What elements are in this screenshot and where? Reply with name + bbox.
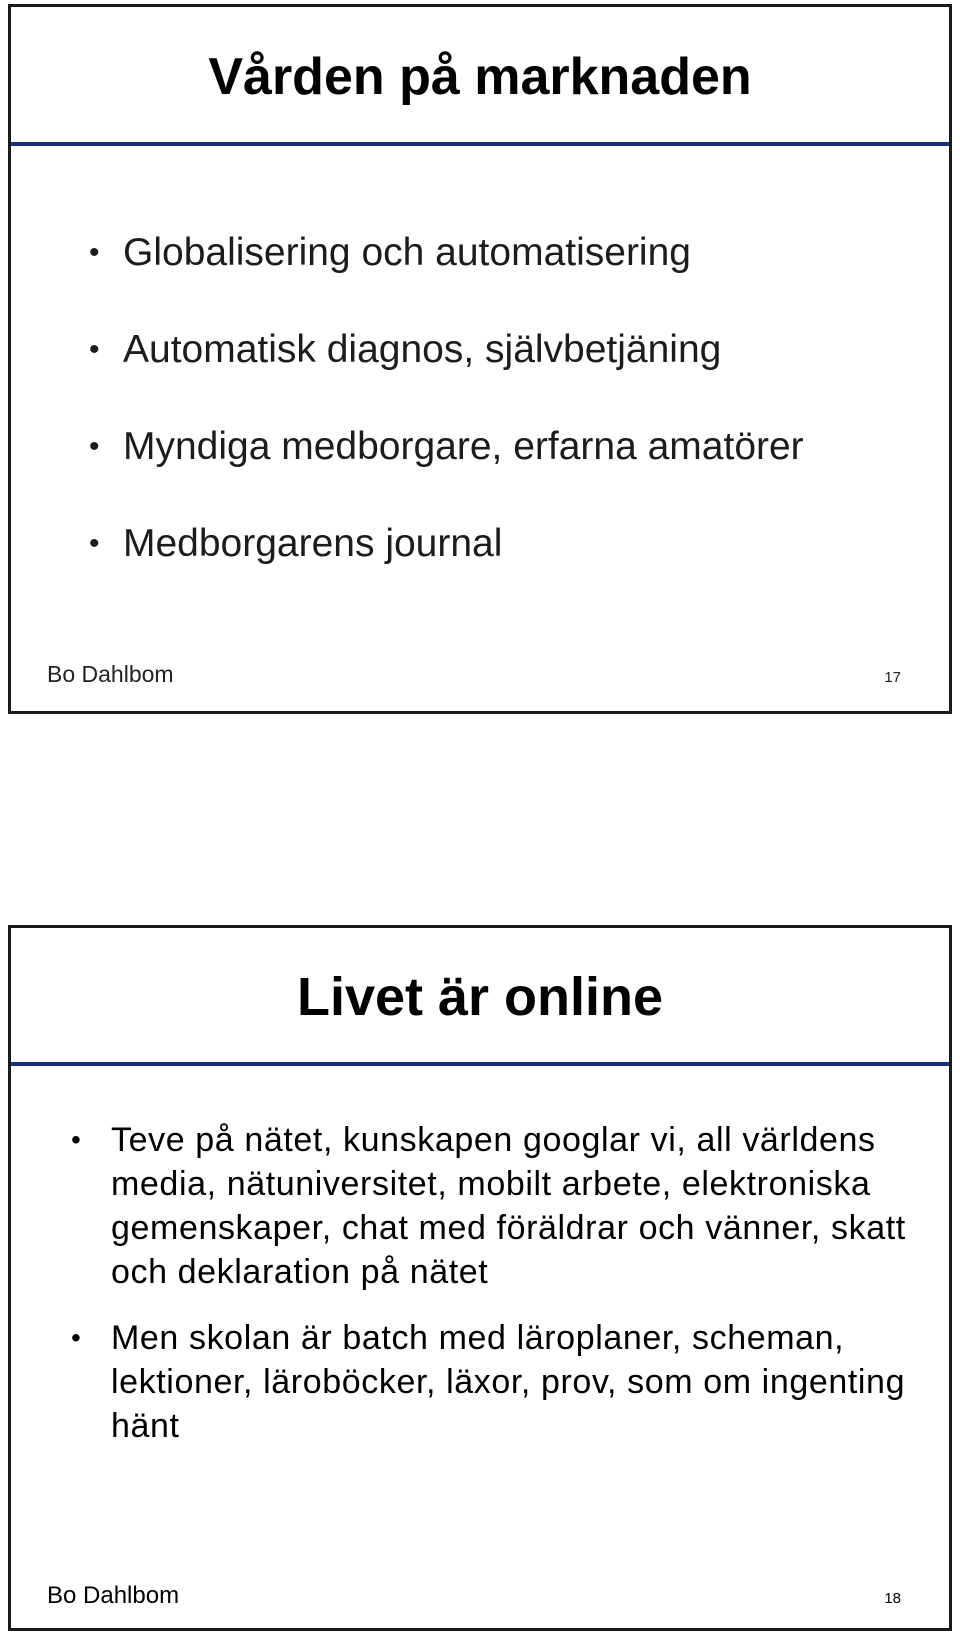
bullet-text: Automatisk diagnos, självbetjäning xyxy=(123,328,722,371)
list-item xyxy=(89,225,929,322)
bullet-list xyxy=(71,1118,931,1470)
bullet-text: Men skolan är batch med läroplaner, scheman, lektioner, läroböcker, läxor, prov, som om ingenting hänt xyxy=(111,1319,906,1445)
title-divider xyxy=(11,1062,949,1066)
bullet-list xyxy=(89,225,929,613)
bullet-icon: • xyxy=(71,1322,82,1353)
bullet-text: Teve på nätet, kunskapen googlar vi, all världens media, nätuniversitet, mobilt arbete, elektroniska gemenskaper, chat med föräldrar och vänner, skatt och deklaration på nätet xyxy=(111,1121,906,1291)
list-item xyxy=(89,419,929,516)
page-number: 18 xyxy=(884,1590,901,1607)
page-number: 17 xyxy=(884,669,901,686)
slide-title: Livet är online xyxy=(296,967,664,1027)
bullet-icon: • xyxy=(71,1124,82,1155)
list-item xyxy=(89,516,929,613)
list-item xyxy=(89,322,929,419)
slide-17 xyxy=(8,4,952,714)
bullet-text: Medborgarens journal xyxy=(123,522,503,565)
bullet-icon: • xyxy=(89,333,100,366)
list-item xyxy=(71,1316,931,1448)
list-item xyxy=(71,1118,931,1294)
bullet-text: Globalisering och automatisering xyxy=(123,231,691,274)
bullet-icon: • xyxy=(89,430,100,463)
slide-title: Vården på marknaden xyxy=(208,48,752,106)
bullet-icon: • xyxy=(89,236,100,269)
title-divider xyxy=(11,142,949,146)
slide-18 xyxy=(8,925,952,1631)
footer-author: Bo Dahlbom xyxy=(47,661,174,687)
footer-author: Bo Dahlbom xyxy=(47,1582,180,1609)
bullet-text: Myndiga medborgare, erfarna amatörer xyxy=(123,425,804,468)
bullet-icon: • xyxy=(89,527,100,560)
